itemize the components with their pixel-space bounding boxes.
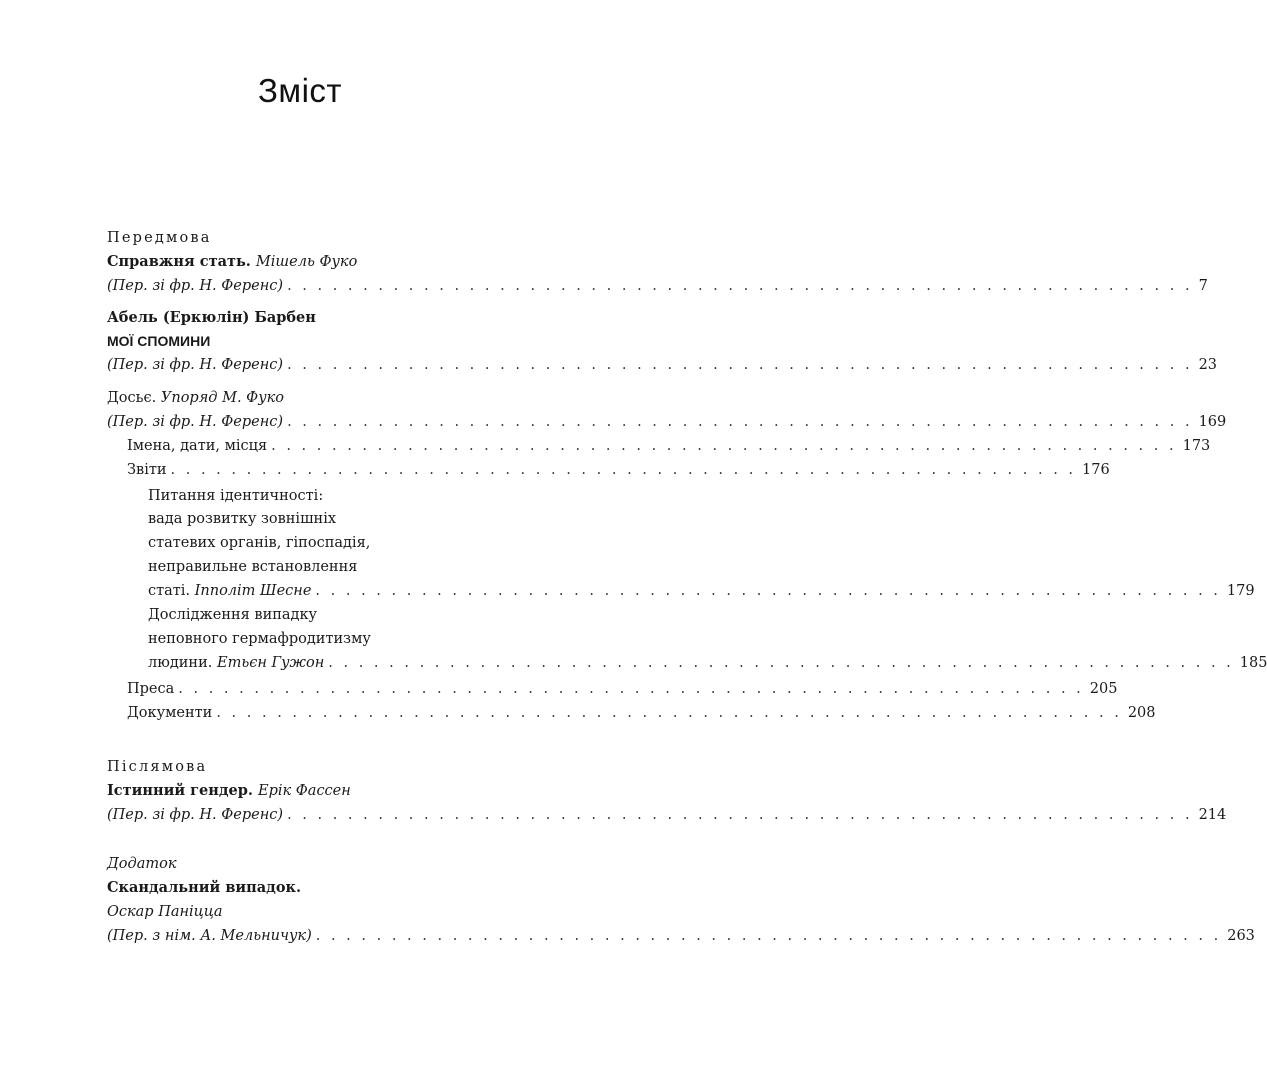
toc-text-fragment: Істинний гендер. bbox=[107, 782, 258, 799]
toc-text-fragment: Імена, дати, місця bbox=[127, 438, 268, 454]
dot-leader: . . . . . . . . . . . . . . . . . . . . . . . . . . . . . . . . . . . . . . . . . . . . . . . . . . . . . . . . . . . . bbox=[315, 583, 1221, 599]
toc-text-fragment: Дослідження випадку bbox=[148, 607, 318, 623]
toc-line-appendix-author bbox=[107, 900, 470, 924]
toc-entry-text bbox=[148, 579, 311, 603]
page-number: 214 bbox=[1198, 807, 1227, 823]
toc-line-appendix-title bbox=[107, 876, 470, 900]
toc-line-afterword-label bbox=[107, 755, 470, 779]
toc-text-fragment: Звіти bbox=[127, 462, 167, 478]
toc-line-appendix-trans bbox=[107, 924, 1255, 948]
dot-leader: . . . . . . . . . . . . . . . . . . . . . . . . . . . . . . . . . . . . . . . . . . . . . . . . . . . . . . . . . . . . bbox=[328, 655, 1234, 671]
page-number: 179 bbox=[1226, 583, 1255, 599]
toc-entry-text bbox=[127, 458, 167, 482]
toc-line-documents bbox=[127, 701, 1156, 725]
toc-entry-text bbox=[107, 876, 301, 900]
dot-leader: . . . . . . . . . . . . . . . . . . . . . . . . . . . . . . . . . . . . . . . . . . . . . . . . . . . . . . . . . . . . bbox=[170, 462, 1077, 478]
toc-entry-text bbox=[107, 779, 351, 803]
toc-line-barbin-title bbox=[107, 329, 470, 353]
page-number: 23 bbox=[1198, 357, 1218, 373]
page-number: 185 bbox=[1239, 655, 1267, 671]
toc-text-fragment: Мішель Фуко bbox=[255, 254, 358, 270]
dot-leader: . . . . . . . . . . . . . . . . . . . . . . . . . . . . . . . . . . . . . . . . . . . . . . . . . . . . . . . . . . . . bbox=[287, 414, 1193, 430]
toc-entry-text bbox=[127, 677, 174, 701]
toc-entry-text bbox=[148, 651, 324, 675]
toc-text-fragment: Преса bbox=[127, 681, 175, 697]
toc-entry-text bbox=[148, 531, 370, 555]
toc-entry-text bbox=[107, 410, 283, 434]
toc-text-fragment: Питання ідентичності: bbox=[148, 488, 324, 504]
toc-text-fragment: (Пер. зі фр. Н. Ференс) bbox=[107, 357, 284, 373]
toc-text-fragment: неповного гермафродитизму bbox=[148, 631, 371, 647]
toc-line-study-2 bbox=[148, 627, 470, 651]
toc-entry-text bbox=[107, 274, 283, 298]
toc-line-appendix-label bbox=[107, 852, 470, 876]
toc-entry-text bbox=[107, 329, 210, 354]
page-number: 173 bbox=[1182, 438, 1211, 454]
toc-text-fragment: Іпполіт Шеснe bbox=[194, 583, 312, 599]
toc-text-fragment: статевих органів, гіпоспадія, bbox=[148, 535, 371, 551]
toc-entry-text bbox=[107, 386, 284, 410]
toc-line-press bbox=[127, 677, 1118, 701]
page-number: 176 bbox=[1082, 462, 1110, 478]
toc-entry-text bbox=[107, 353, 283, 377]
toc-text-fragment: Ерік Фассен bbox=[257, 783, 351, 799]
toc-line-afterword-trans bbox=[107, 803, 1227, 827]
toc-text-fragment: людини. bbox=[148, 655, 217, 671]
toc-text-fragment: МОЇ СПОМИНИ bbox=[107, 333, 211, 349]
toc-text-fragment: Оскар Паніцца bbox=[107, 904, 223, 920]
toc-text-fragment: (Пер. з нім. А. Мельничук) bbox=[107, 928, 312, 944]
page-title: Зміст bbox=[257, 72, 343, 109]
toc-entry-text bbox=[107, 803, 283, 827]
toc-entry-text bbox=[107, 924, 312, 948]
toc-text-fragment: Справжня стать. bbox=[107, 253, 256, 270]
toc-entry-text bbox=[148, 507, 336, 531]
toc-text-fragment: (Пер. зі фр. Н. Ференс) bbox=[107, 278, 284, 294]
toc-entry-text bbox=[148, 627, 371, 651]
toc-entry-text bbox=[107, 852, 177, 876]
toc-entry-text bbox=[107, 250, 357, 274]
toc-text-fragment: Абель (Еркюлін) Барбен bbox=[107, 309, 316, 326]
toc-line-reports bbox=[127, 458, 1110, 482]
toc-text-fragment: Скандальний випадок. bbox=[107, 879, 302, 896]
toc-line-identity-1 bbox=[148, 484, 470, 508]
toc-entry-text bbox=[107, 226, 212, 250]
toc-line-preface-title bbox=[107, 250, 470, 274]
dot-leader: . . . . . . . . . . . . . . . . . . . . . . . . . . . . . . . . . . . . . . . . . . . . . . . . . . . . . . . . . . . . bbox=[287, 357, 1193, 373]
toc-line-dossier-trans bbox=[107, 410, 1227, 434]
dot-leader: . . . . . . . . . . . . . . . . . . . . . . . . . . . . . . . . . . . . . . . . . . . . . . . . . . . . . . . . . . . . bbox=[287, 278, 1193, 294]
page-number: 205 bbox=[1089, 681, 1118, 697]
toc-entry-text bbox=[107, 306, 316, 330]
toc-entry-text bbox=[148, 555, 357, 579]
toc-line-names bbox=[127, 434, 1211, 458]
toc-text-fragment: Додаток bbox=[107, 856, 177, 872]
dot-leader: . . . . . . . . . . . . . . . . . . . . . . . . . . . . . . . . . . . . . . . . . . . . . . . . . . . . . . . . . . . . bbox=[271, 438, 1177, 454]
toc-line-study-1 bbox=[148, 603, 470, 627]
toc-line-study-3 bbox=[148, 651, 1267, 675]
toc-text-fragment: (Пер. зі фр. Н. Ференс) bbox=[107, 414, 284, 430]
page-number: 7 bbox=[1198, 278, 1208, 294]
page-number: 208 bbox=[1127, 705, 1156, 721]
toc-entry-text bbox=[148, 484, 323, 508]
toc-text-fragment: (Пер. зі фр. Н. Ференс) bbox=[107, 807, 284, 823]
toc-line-identity-4 bbox=[148, 555, 470, 579]
toc-line-dossier-title bbox=[107, 386, 470, 410]
toc-text-fragment: неправильне встановлення bbox=[148, 559, 358, 575]
toc-line-identity-3 bbox=[148, 531, 470, 555]
dot-leader: . . . . . . . . . . . . . . . . . . . . . . . . . . . . . . . . . . . . . . . . . . . . . . . . . . . . . . . . . . . . bbox=[178, 681, 1084, 697]
dot-leader: . . . . . . . . . . . . . . . . . . . . . . . . . . . . . . . . . . . . . . . . . . . . . . . . . . . . . . . . . . . . bbox=[315, 928, 1222, 944]
toc-text-fragment: Передмова bbox=[107, 230, 212, 246]
toc-line-barbin-trans bbox=[107, 353, 1218, 377]
toc-line-barbin-author bbox=[107, 306, 470, 330]
toc-line-identity-5 bbox=[148, 579, 1255, 603]
toc-text-fragment: Документи bbox=[127, 705, 213, 721]
page-number: 263 bbox=[1227, 928, 1255, 944]
toc-text-fragment: Досьє. bbox=[107, 390, 161, 406]
toc-text-fragment: Післямова bbox=[107, 759, 208, 775]
toc-entry-text bbox=[107, 900, 223, 924]
toc-entry-text bbox=[148, 603, 317, 627]
toc-line-afterword-title bbox=[107, 779, 470, 803]
toc-entry-text bbox=[127, 434, 267, 458]
toc-entry-text bbox=[107, 755, 207, 779]
page-number: 169 bbox=[1198, 414, 1227, 430]
toc-line-preface-label bbox=[107, 226, 470, 250]
toc-text-fragment: Етьєн Гужон bbox=[216, 655, 325, 671]
toc-text-fragment: статі. bbox=[148, 583, 195, 599]
dot-leader: . . . . . . . . . . . . . . . . . . . . . . . . . . . . . . . . . . . . . . . . . . . . . . . . . . . . . . . . . . . . bbox=[216, 705, 1122, 721]
toc-line-preface-trans bbox=[107, 274, 1208, 298]
toc-line-identity-2 bbox=[148, 507, 470, 531]
toc-text-fragment: Упоряд М. Фуко bbox=[160, 390, 285, 406]
toc-text-fragment: вада розвитку зовнішніх bbox=[148, 511, 337, 527]
dot-leader: . . . . . . . . . . . . . . . . . . . . . . . . . . . . . . . . . . . . . . . . . . . . . . . . . . . . . . . . . . . . bbox=[287, 807, 1193, 823]
toc-entry-text bbox=[127, 701, 212, 725]
